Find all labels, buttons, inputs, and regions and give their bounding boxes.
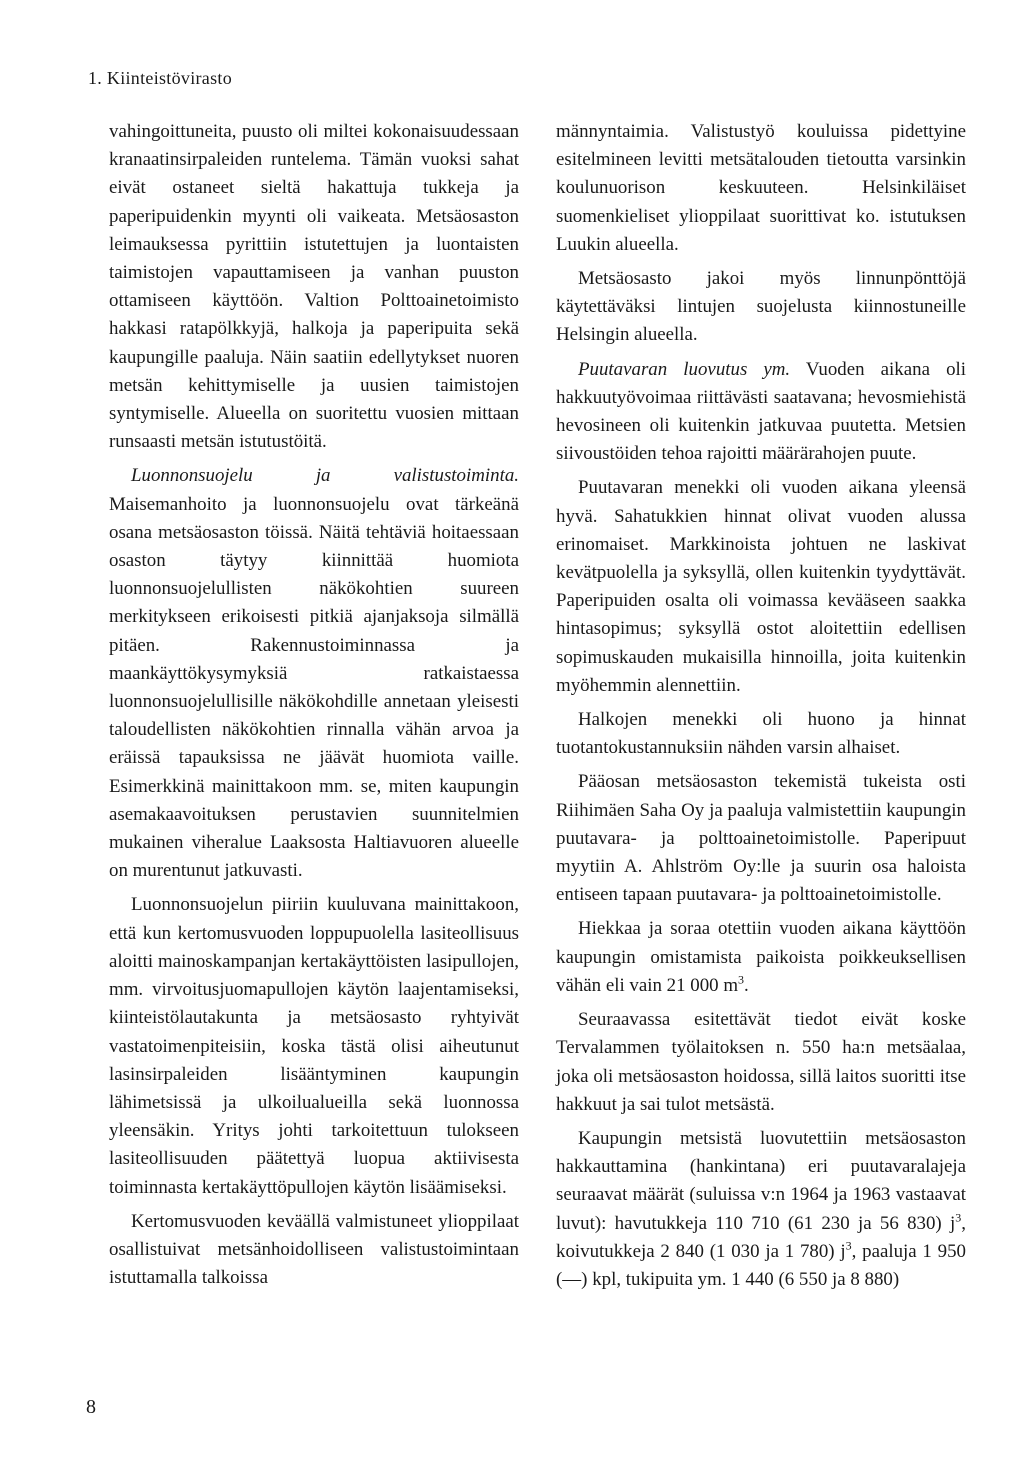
paragraph (556, 915, 966, 1000)
paragraph-with-heading (556, 356, 966, 469)
paragraph: Seuraavassa esitettävät tiedot eivät koske Tervalammen työlaitoksen n. 550 ha:n metsäalaa, joka oli metsäosaston hoidossa, sillä laitos suoritti itse hakkuut ja sai tulot metsästä. (556, 1009, 966, 1115)
paragraph-text: Hiekkaa ja soraa otettiin vuoden aikana käyttöön kaupungin omistamista paikoista poikkeuksellisen vähän eli vain 21 000 m (556, 918, 966, 996)
running-header: 1. Kiinteistövirasto (88, 68, 232, 88)
paragraph: Kertomusvuoden keväällä valmistuneet ylioppilaat osallistuivat metsänhoidolliseen valistustoimintaan istuttamalla talkoissa (109, 1210, 519, 1289)
paragraph: männyntaimia. Valistustyö kouluissa pidettyine esitelmineen levitti metsätalouden tietoutta varsinkin koulunuorison keskuuteen. Helsinkiläiset suomenkieliset ylioppilaat suorittivat ko. istutuksen Luukin alueella. (556, 121, 966, 255)
paragraph-text: Vuoden aikana oli hakkuutyövoimaa riittävästi saatavana; hevosmiehistä hevosineen oli kuitenkin jatkuvaa puutetta. Metsien siivoustöiden tehoa rajoitti määrärahojen puute. (556, 358, 967, 465)
right-column (556, 118, 966, 1300)
paragraph: vahingoittuneita, puusto oli miltei kokonaisuudessaan kranaatinsirpaleiden runtelema. Tämän vuoksi sahat eivät ostaneet sieltä hakattuja tukkeja ja paperipuidenkin myynti oli vaikeata. Metsäosaston leimauksessa pyrittiin istutettujen ja luontaisten taimistojen vapauttamiseen ja vanhan puuston ottamiseen käyttöön. Valtion Polttoainetoimisto hakkasi ratapölkkyjä, halkoja ja paperipuita sekä kaupungille paaluja. Näin saatiin edellytykset nuoren metsän kehittymiselle ja uusien taimistojen syntymiselle. Alueella on suoritettu vuosien mittaan runsaasti metsän istutustöitä. (109, 121, 519, 453)
superscript: 3 (738, 972, 745, 987)
section-heading: Luonnonsuojelu ja valistustoiminta. (131, 465, 519, 487)
paragraph-with-heading (109, 462, 519, 885)
paragraph-text: Maisemanhoito ja luonnonsuojelu ovat tärkeänä osana metsäosaston töissä. Näitä tehtäviä hoitaessaan osaston täytyy kiinnittää huomiota luonnonsuojelullisten näkökohtien suureen merkitykseen erikoisesti pitkiä ajanjaksoja silmällä pitäen. Rakennustoiminnassa ja maankäyttökysymyksiä ratkaistaessa luonnonsuojelullisille näkökohdille annetaan yleisesti taloudellisten näkökohtien rinnalla vähän arvoa ja eräissä tapauksissa ne jäävät huomiota vaille. Esimerkkinä mainittakoon mm. se, miten kaupungin asemakaavoituksen perustavien suunnitelmien mukainen viheralue Laaksosta Haltiavuoren alueelle on murentunut jatkuvasti. (109, 493, 519, 882)
left-column (109, 118, 519, 1298)
paragraph: Luonnonsuojelun piiriin kuuluvana mainittakoon, että kun kertomusvuoden loppupuolella lasiteollisuus aloitti mainoskampanjan kertakäyttöisten lasipullojen, mm. virvoitusjuomapullojen käytön laajentamiseksi, kiinteistölautakunta ja metsäosasto ryhtyivät vastatoimenpiteisiin, koska tästä olisi aiheutunut lasinsirpaleiden lisääntyminen kaupungin lähimetsissä ja ulkoilualueilla sekä luonnossa yleensäkin. Yritys johti tarkoitettuun tulokseen lasiteollisuuden päätettyä luopua aktiivisesta toiminnasta kertakäyttöpullojen käytön lisäämiseksi. (109, 894, 519, 1198)
paragraph: Halkojen menekki oli huono ja hinnat tuotantokustannuksiin nähden varsin alhaiset. (556, 709, 966, 759)
superscript: 3 (845, 1238, 852, 1253)
paragraph-text: , paaluja 1 950 (—) kpl, tukipuita ym. 1 440 (6 550 ja 8 880) (556, 1240, 966, 1290)
paragraph-text: Kaupungin metsistä luovutettiin metsäosaston hakkauttamina (hankintana) eri puutavaralajeja seuraavat määrät (suluissa v:n 1964 ja 1963 vastaavat luvut): havutukkeja 110 710 (61 230 ja 56 830) j (556, 1127, 966, 1234)
paragraph: Metsäosasto jakoi myös linnunpönttöjä käytettäväksi lintujen suojelusta kiinnostuneille Helsingin alueella. (556, 268, 966, 346)
section-heading: Puutavaran luovutus ym. (578, 358, 791, 380)
paragraph-text: , koivutukkeja 2 840 (1 030 ja 1 780) j (556, 1212, 966, 1262)
paragraph (556, 1125, 966, 1294)
paragraph: Puutavaran menekki oli vuoden aikana yleensä hyvä. Sahatukkien hinnat olivat vuoden alussa erinomaiset. Markkinoista johtuen ne laskivat kevätpuolella ja syksyllä, ollen kuitenkin tyydyttävät. Paperipuiden osalta oli voimassa kevääseen saakka hintasopimus; syksyllä ostot aloitettiin edellisen sopimuskauden mukaisilla hinnoilla, joita kuitenkin myöhemmin alennettiin. (556, 477, 966, 696)
paragraph: Pääosan metsäosaston tekemistä tukeista osti Riihimäen Saha Oy ja paaluja valmistettiin kaupungin puutavara- ja polttoainetoimistolle. Paperipuut myytiin A. Ahlström Oy:lle ja suurin osa haloista entiseen tapaan puutavara- ja polttoainetoimistolle. (556, 771, 966, 906)
paragraph-text: . (744, 974, 749, 996)
superscript: 3 (955, 1210, 962, 1225)
page-number: 8 (86, 1396, 96, 1418)
